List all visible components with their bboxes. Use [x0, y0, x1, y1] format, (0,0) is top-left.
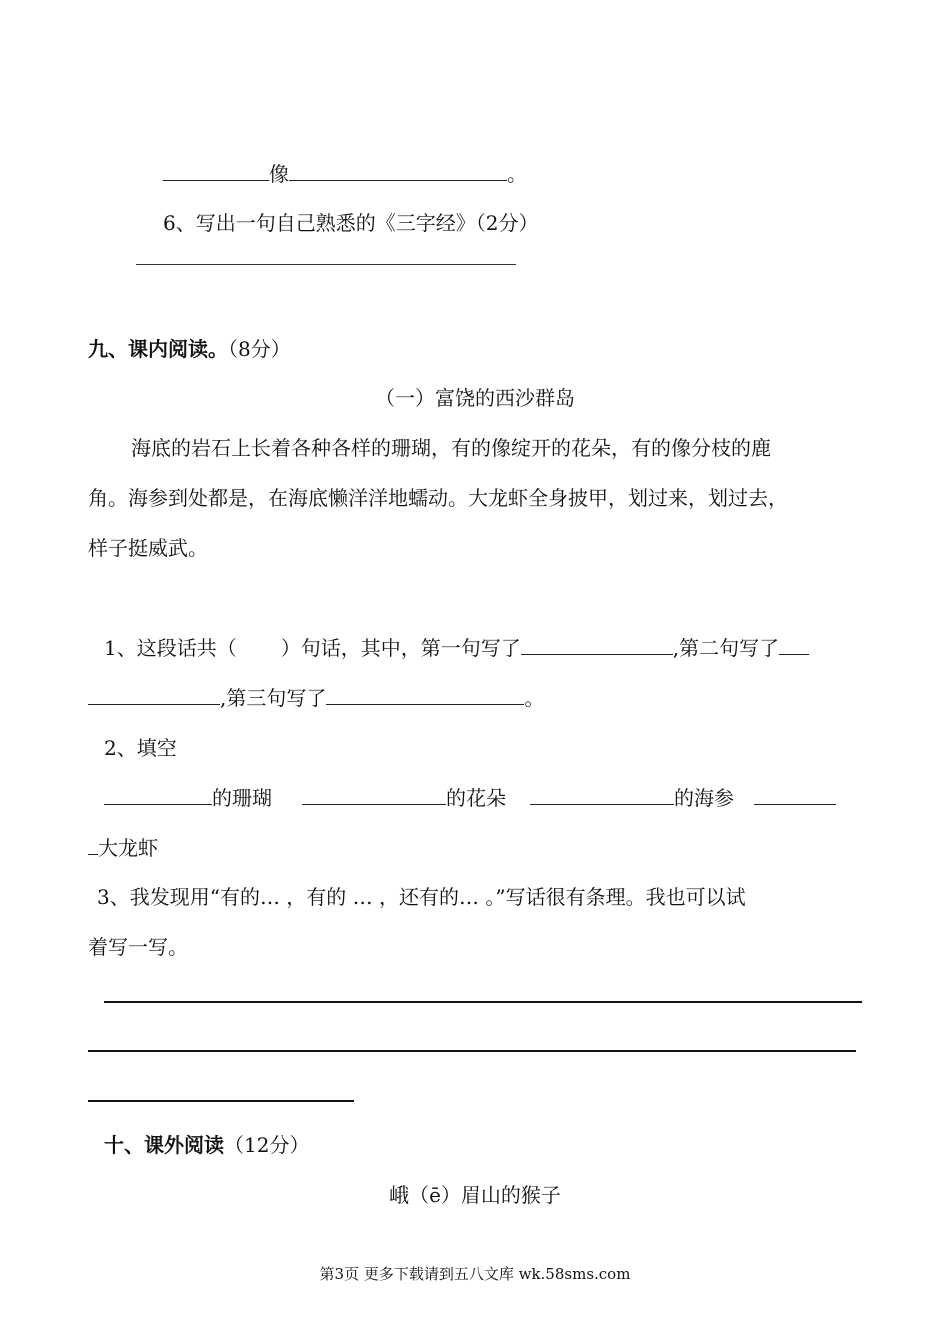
blank[interactable] [754, 784, 836, 805]
q6-answer-line[interactable] [136, 264, 516, 265]
passage2-title: 峨（ē）眉山的猴子 [389, 1183, 561, 1207]
q1-part1: 1、这段话共（ [104, 636, 237, 660]
section10-title: 十、课外阅读 [104, 1133, 224, 1157]
q3-answer-line-3[interactable] [88, 1100, 354, 1102]
q2-item-seacucumber: 的海参 [674, 786, 734, 810]
q2-item-lobster: 大龙虾 [98, 836, 158, 860]
page-footer: 第3页 更多下载请到五八文库 wk.58sms.com [319, 1265, 631, 1283]
passage1-line-1: 海底的岩石上长着各种各样的珊瑚，有的像绽开的花朵，有的像分枝的鹿 [131, 436, 771, 460]
q5-end-text: 。 [507, 162, 527, 186]
blank[interactable] [521, 634, 673, 655]
q2-item-coral: 的珊瑚 [212, 786, 272, 810]
q6-question: 6、写出一句自己熟悉的《三字经》（2分） [163, 211, 539, 235]
q2-item-flower: 的花朵 [446, 786, 506, 810]
blank[interactable] [88, 684, 220, 705]
passage1-line-2: 角。海参到处都是，在海底懒洋洋地蠕动。大龙虾全身披甲，划过来，划过去， [88, 486, 788, 510]
q1-part2: ）句话，其中，第一句写了 [280, 636, 521, 660]
q2-title: 2、填空 [104, 736, 177, 760]
blank[interactable] [779, 634, 809, 655]
q3-line-2: 着写一写。 [88, 935, 188, 959]
q1-line-2 [88, 684, 544, 712]
q1-line-1 [104, 634, 809, 662]
blank[interactable] [302, 784, 446, 805]
q3-answer-line-2[interactable] [88, 1050, 856, 1052]
q1-part4: ,第三句写了 [220, 686, 327, 710]
section9-heading [88, 335, 291, 363]
q1-part3: ,第二句写了 [672, 636, 780, 660]
q5-middle-text: 像 [269, 162, 289, 186]
q3-answer-line-1[interactable] [104, 1001, 862, 1003]
blank[interactable] [530, 784, 674, 805]
section9-title: 九、课内阅读。 [88, 337, 228, 361]
q2-fill-line [104, 784, 836, 812]
passage1-line-3: 样子挺威武。 [88, 536, 208, 560]
q1-part5: 。 [524, 686, 545, 710]
sentence-count-blank[interactable] [237, 635, 281, 655]
blank[interactable] [326, 684, 524, 705]
q2-fill-line-2 [88, 834, 158, 862]
blank[interactable] [104, 784, 212, 805]
q3-line-1: 3、我发现用“有的… ，有的 … ，还有的… 。”写话很有条理。我也可以试 [97, 885, 746, 909]
passage1-title: （一）富饶的西沙群岛 [375, 386, 575, 410]
blank[interactable] [289, 160, 507, 181]
q5-answer-line [163, 160, 527, 188]
section10-score: （12分） [224, 1133, 310, 1157]
blank[interactable] [88, 834, 98, 855]
blank[interactable] [163, 160, 269, 181]
section10-heading [104, 1131, 309, 1159]
section9-score: （8分） [228, 337, 291, 361]
